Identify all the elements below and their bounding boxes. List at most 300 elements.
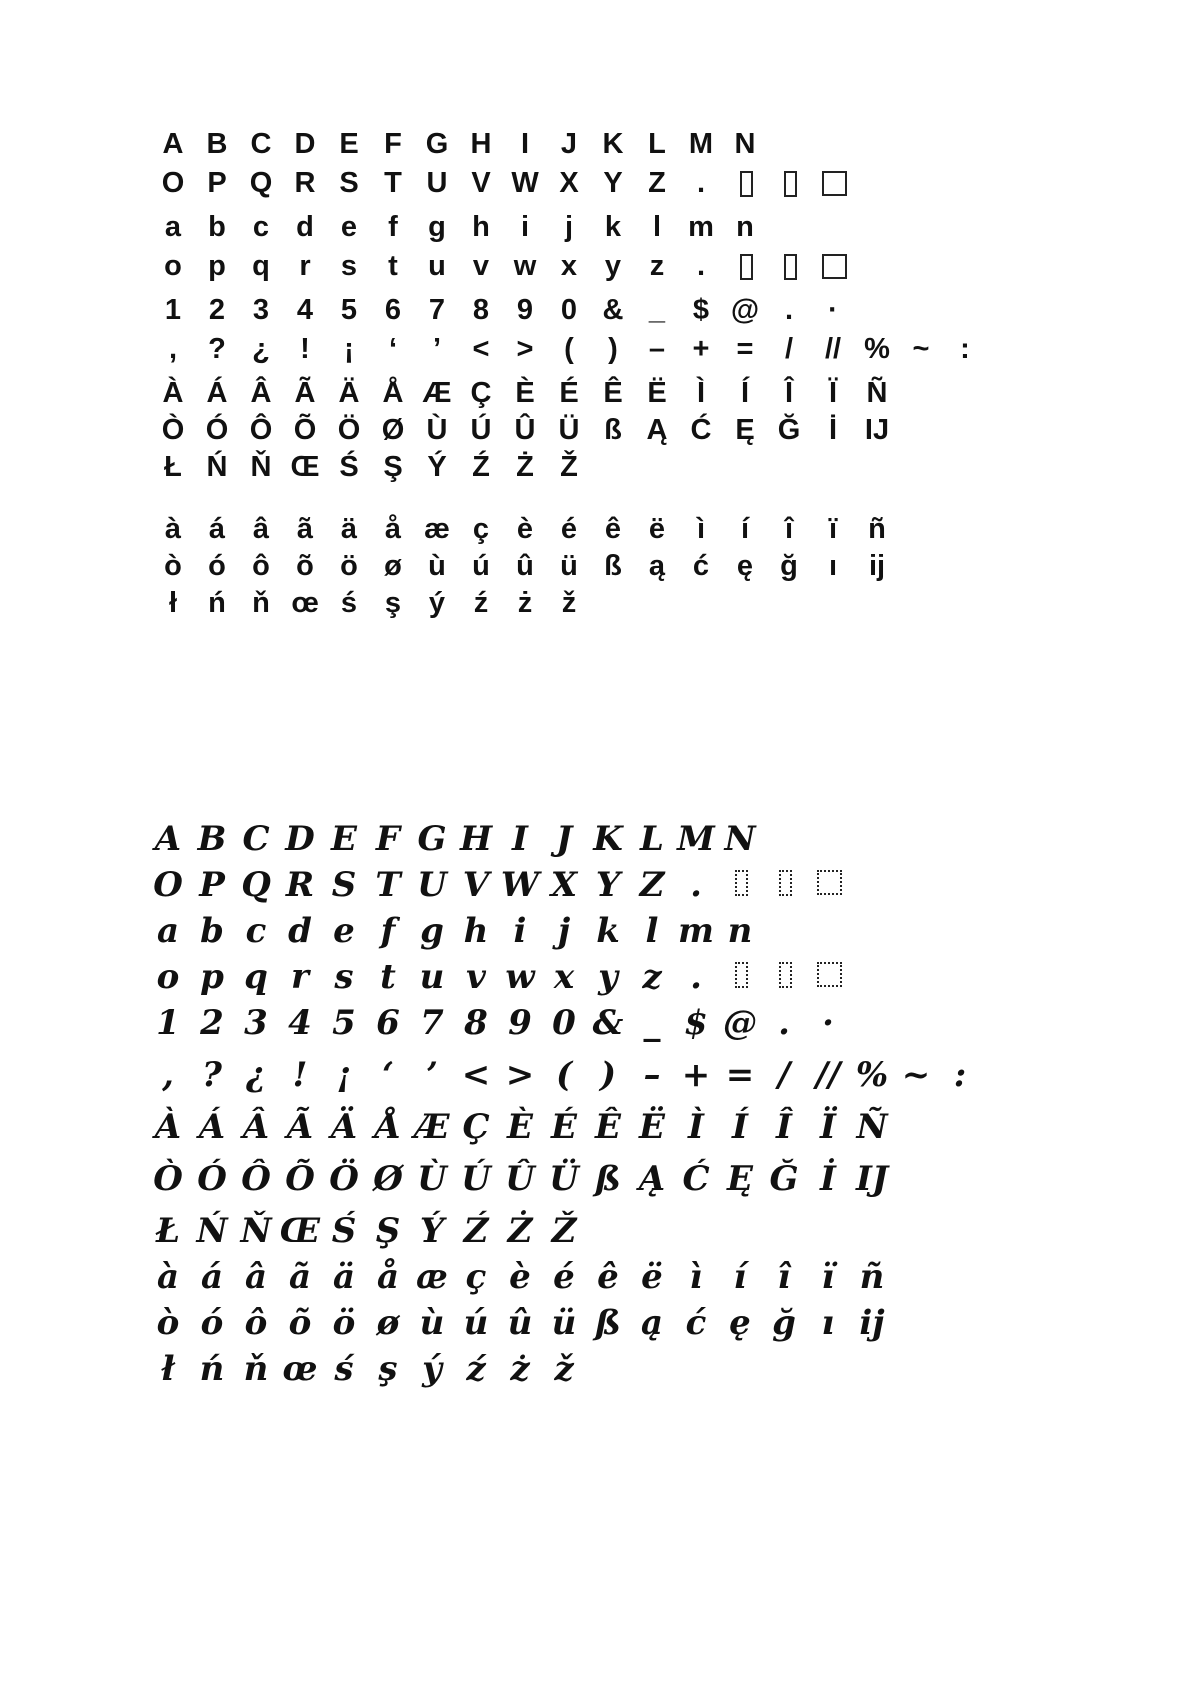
glyph-cell: u (428, 250, 446, 282)
glyph-cell: P (199, 865, 225, 905)
glyph-cell: C (250, 128, 272, 160)
glyph-cell: 9 (508, 1003, 532, 1043)
glyph-cell: 5 (340, 294, 358, 326)
glyph-cell: Ê (603, 377, 623, 409)
glyph-cell: É (551, 1107, 577, 1147)
sans-punctuation-row (150, 335, 1050, 379)
glyph-cell: a (164, 211, 182, 243)
glyph-cell: Á (198, 1107, 226, 1147)
glyph-cell: b (200, 911, 224, 951)
glyph-cell: o (156, 957, 180, 997)
glyph-cell: n (736, 211, 754, 243)
glyph-cell: x (553, 957, 575, 997)
glyph-cell: – (643, 1055, 661, 1095)
glyph-cell: T (375, 865, 401, 905)
glyph-cell: ô (252, 550, 270, 582)
glyph-cell: 3 (252, 294, 270, 326)
script-accented-uppercase-row-3 (145, 1211, 1045, 1260)
glyph-cell: H (459, 819, 493, 859)
glyph-cell: Ì (688, 1107, 704, 1147)
glyph-cell: ź (473, 587, 489, 619)
glyph-cell: ś (334, 1349, 354, 1389)
glyph-cell: ø (376, 1303, 400, 1343)
glyph-cell: . (696, 250, 706, 282)
glyph-cell: ï (828, 513, 838, 545)
glyph-cell: d (296, 211, 314, 243)
glyph-cell: ý (428, 587, 446, 619)
glyph-cell: j (557, 911, 571, 951)
glyph-cell: Û (514, 414, 536, 446)
placeholder-box-glyph (779, 870, 792, 896)
glyph-cell: Ç (462, 1107, 490, 1147)
glyph-cell: o (164, 250, 182, 282)
glyph-cell: î (784, 513, 794, 545)
glyph-cell: Ğ (769, 1159, 799, 1199)
glyph-cell: j (564, 211, 574, 243)
glyph-cell: ž (554, 1349, 574, 1389)
glyph-cell: Õ (285, 1159, 315, 1199)
glyph-cell: ? (202, 1055, 222, 1095)
glyph-cell: ? (208, 333, 226, 365)
glyph-cell: Ą (638, 1159, 666, 1199)
sans-uppercase-row-1 (150, 130, 1050, 169)
glyph-cell: ñ (868, 513, 886, 545)
glyph-cell: Â (250, 377, 272, 409)
glyph-cell: Ï (828, 377, 838, 409)
glyph-cell: õ (288, 1303, 312, 1343)
glyph-cell: é (560, 513, 578, 545)
glyph-cell: · (828, 294, 838, 326)
glyph-cell: Ë (639, 1107, 665, 1147)
sans-accented-uppercase-row-1 (150, 379, 1050, 416)
sans-uppercase-row-2 (150, 169, 1050, 213)
glyph-cell: ś (340, 587, 358, 619)
glyph-cell: ú (463, 1303, 489, 1343)
glyph-cell: Ã (294, 377, 316, 409)
sans-lowercase-row-2 (150, 252, 1050, 296)
glyph-cell: Û (505, 1159, 535, 1199)
glyph-cell: D (285, 819, 315, 859)
glyph-cell: ą (648, 550, 666, 582)
glyph-cell: Y (603, 167, 623, 199)
glyph-cell: Ž (560, 451, 578, 483)
glyph-cell: ö (332, 1303, 356, 1343)
glyph-cell: % (864, 333, 890, 365)
placeholder-box-glyph (740, 171, 753, 197)
glyph-cell: c (245, 911, 267, 951)
glyph-cell: ô (244, 1303, 268, 1343)
glyph-cell: ì (696, 513, 706, 545)
glyph-cell: ı (821, 1303, 835, 1343)
glyph-cell: ì (689, 1257, 703, 1297)
glyph-cell: + (692, 333, 710, 365)
glyph-cell: G (425, 128, 449, 160)
glyph-cell: I (520, 128, 530, 160)
glyph-cell: i (513, 911, 527, 951)
glyph-cell: ş (378, 1349, 398, 1389)
glyph-cell: G (417, 819, 447, 859)
glyph-cell: Ä (338, 377, 360, 409)
glyph-cell: _ (643, 1003, 661, 1043)
glyph-cell: Ń (206, 451, 228, 483)
glyph-cell: q (244, 957, 268, 997)
glyph-cell: æ (416, 1257, 448, 1297)
glyph-cell: Ń (196, 1211, 228, 1251)
glyph-cell: Ş (383, 451, 403, 483)
glyph-cell: í (733, 1257, 747, 1297)
glyph-cell: k (596, 911, 620, 951)
glyph-cell: i (520, 211, 530, 243)
glyph-cell: å (384, 513, 402, 545)
script-uppercase-row-1 (145, 819, 1045, 868)
glyph-cell: IJ (856, 1159, 888, 1199)
glyph-cell: ç (472, 513, 490, 545)
glyph-cell: ß (595, 1303, 621, 1343)
glyph-cell: Ô (241, 1159, 271, 1199)
script-accented-lowercase-row-3 (145, 1349, 1045, 1398)
glyph-cell: ù (428, 550, 446, 582)
glyph-cell: 0 (560, 294, 578, 326)
glyph-cell: 4 (296, 294, 314, 326)
glyph-cell: ! (300, 333, 310, 365)
glyph-cell: h (472, 211, 490, 243)
glyph-cell: À (154, 1107, 182, 1147)
glyph-cell: / (777, 1055, 791, 1095)
placeholder-box-glyph (817, 962, 842, 987)
glyph-cell: ( (555, 1055, 573, 1095)
glyph-cell: // (815, 1055, 841, 1095)
glyph-cell: ß (604, 414, 622, 446)
glyph-cell: Ú (461, 1159, 491, 1199)
glyph-cell: 2 (200, 1003, 224, 1043)
placeholder-box-glyph (817, 870, 842, 895)
glyph-cell: ¡ (344, 333, 354, 365)
glyph-cell: > (516, 333, 534, 365)
script-lowercase-row-1 (145, 911, 1045, 960)
glyph-cell: u (419, 957, 445, 997)
glyph-cell: s (334, 957, 354, 997)
glyph-cell: z (642, 957, 662, 997)
glyph-cell: V (471, 167, 491, 199)
glyph-cell: ù (419, 1303, 445, 1343)
glyph-cell: r (291, 957, 309, 997)
glyph-cell: ~ (901, 1055, 931, 1095)
glyph-cell: Æ (422, 377, 452, 409)
glyph-cell: v (472, 250, 490, 282)
glyph-cell: ń (208, 587, 226, 619)
glyph-cell: ã (288, 1257, 312, 1297)
glyph-cell: Ø (381, 414, 405, 446)
glyph-cell: z (649, 250, 665, 282)
script-accented-lowercase-row-2 (145, 1303, 1045, 1352)
glyph-cell: R (294, 167, 316, 199)
glyph-cell: / (784, 333, 794, 365)
glyph-cell: t (380, 957, 396, 997)
glyph-cell: s (340, 250, 358, 282)
glyph-cell: ij (859, 1303, 885, 1343)
glyph-cell: ö (340, 550, 358, 582)
glyph-cell: ł (168, 587, 178, 619)
glyph-cell: Ł (155, 1211, 181, 1251)
glyph-cell: b (208, 211, 226, 243)
glyph-cell: U (426, 167, 448, 199)
glyph-cell: 8 (472, 294, 490, 326)
glyph-cell: B (197, 819, 227, 859)
glyph-cell: a (156, 911, 180, 951)
script-digits-row (145, 1003, 1045, 1058)
glyph-cell: ü (560, 550, 578, 582)
glyph-cell: _ (648, 294, 666, 326)
glyph-cell: . (784, 294, 794, 326)
glyph-cell: Î (784, 377, 794, 409)
script-uppercase-row-2 (145, 865, 1045, 914)
glyph-cell: ) (608, 333, 618, 365)
sans-accented-uppercase-row-2 (150, 416, 1050, 453)
glyph-cell: Ź (472, 451, 490, 483)
glyph-cell: · (822, 1003, 834, 1043)
glyph-cell: F (384, 128, 402, 160)
glyph-cell: = (725, 1055, 755, 1095)
glyph-cell: – (648, 333, 666, 365)
glyph-cell: ò (164, 550, 182, 582)
glyph-cell: T (384, 167, 402, 199)
glyph-cell: É (559, 377, 579, 409)
glyph-cell: 1 (164, 294, 182, 326)
glyph-cell: Q (241, 865, 271, 905)
glyph-cell: î (777, 1257, 791, 1297)
glyph-cell: â (244, 1257, 268, 1297)
glyph-cell: N (724, 819, 756, 859)
glyph-cell: ğ (780, 550, 798, 582)
glyph-cell: ç (465, 1257, 487, 1297)
glyph-cell: ß (604, 550, 622, 582)
glyph-cell: ğ (772, 1303, 796, 1343)
placeholder-box-glyph (822, 171, 847, 196)
glyph-cell: F (375, 819, 401, 859)
glyph-cell: ê (604, 513, 622, 545)
glyph-cell: ! (292, 1055, 308, 1095)
glyph-cell: V (462, 865, 490, 905)
glyph-cell: W (511, 167, 539, 199)
glyph-cell: B (206, 128, 228, 160)
glyph-cell: 9 (516, 294, 534, 326)
glyph-cell: 5 (332, 1003, 356, 1043)
glyph-cell: ę (736, 550, 754, 582)
glyph-cell: à (156, 1257, 180, 1297)
glyph-cell: ň (252, 587, 270, 619)
sans-lowercase-row-1 (150, 213, 1050, 252)
script-punctuation-row (145, 1055, 1045, 1110)
glyph-cell: L (648, 128, 666, 160)
glyph-cell: k (604, 211, 622, 243)
placeholder-box-glyph (735, 870, 748, 896)
glyph-cell: O (153, 865, 183, 905)
glyph-cell: ä (332, 1257, 356, 1297)
glyph-cell: Ł (164, 451, 182, 483)
glyph-cell: ň (243, 1349, 269, 1389)
glyph-cell: K (593, 819, 623, 859)
glyph-cell: Ą (646, 414, 668, 446)
glyph-cell: Ś (331, 1211, 357, 1251)
glyph-cell: M (677, 819, 715, 859)
sans-accented-lowercase-row-1 (150, 515, 1050, 552)
glyph-cell: æ (424, 513, 450, 545)
glyph-cell: œ (291, 587, 319, 619)
script-lowercase-row-2 (145, 957, 1045, 1006)
glyph-cell: İ (828, 414, 838, 446)
sans-accented-uppercase-row-3 (150, 453, 1050, 515)
glyph-cell: Ø (373, 1159, 403, 1199)
glyph-cell: Œ (279, 1211, 321, 1251)
glyph-cell: Ü (549, 1159, 579, 1199)
glyph-cell: N (734, 128, 756, 160)
glyph-cell: ł (161, 1349, 175, 1389)
glyph-cell: à (164, 513, 182, 545)
sans-accented-lowercase-row-2 (150, 552, 1050, 589)
glyph-cell: . (690, 957, 702, 997)
glyph-cell: n (727, 911, 753, 951)
glyph-cell: Ź (463, 1211, 489, 1251)
glyph-cell: L (640, 819, 664, 859)
glyph-cell: h (463, 911, 489, 951)
glyph-cell: ş (384, 587, 402, 619)
glyph-cell: > (505, 1055, 535, 1095)
glyph-cell: 1 (156, 1003, 180, 1043)
glyph-cell: Í (732, 1107, 748, 1147)
glyph-cell: @ (723, 1003, 757, 1043)
glyph-cell: M (688, 128, 714, 160)
glyph-cell: C (242, 819, 270, 859)
glyph-cell: A (162, 128, 184, 160)
glyph-cell: . (690, 865, 702, 905)
glyph-cell: Ż (507, 1211, 533, 1251)
glyph-cell: m (688, 211, 714, 243)
glyph-cell: Ô (249, 414, 273, 446)
glyph-cell: ź (466, 1349, 486, 1389)
glyph-cell: Å (374, 1107, 402, 1147)
glyph-cell: J (555, 819, 573, 859)
glyph-cell: t (388, 250, 398, 282)
script-accented-uppercase-row-2 (145, 1159, 1045, 1214)
glyph-cell: % (855, 1055, 889, 1095)
glyph-cell: ¿ (246, 1055, 266, 1095)
glyph-cell: w (505, 957, 535, 997)
glyph-cell: Î (776, 1107, 792, 1147)
script-accented-lowercase-row-1 (145, 1257, 1045, 1306)
glyph-cell: . (696, 167, 706, 199)
glyph-cell: Ś (339, 451, 359, 483)
glyph-cell: Œ (290, 451, 320, 483)
glyph-cell: Õ (293, 414, 317, 446)
glyph-cell: Ê (595, 1107, 621, 1147)
glyph-cell: Z (648, 167, 666, 199)
placeholder-box-glyph (779, 962, 792, 988)
glyph-cell: å (376, 1257, 400, 1297)
glyph-cell: < (461, 1055, 491, 1095)
glyph-cell: W (500, 865, 540, 905)
glyph-cell: Ú (470, 414, 492, 446)
glyph-cell: ‘ (388, 333, 398, 365)
glyph-cell: û (507, 1303, 533, 1343)
glyph-cell: S (339, 167, 359, 199)
glyph-cell: f (380, 911, 396, 951)
glyph-cell: e (340, 211, 358, 243)
glyph-cell: è (516, 513, 534, 545)
glyph-cell: ) (599, 1055, 617, 1095)
glyph-cell: : (953, 1055, 967, 1095)
glyph-cell: Ç (470, 377, 492, 409)
glyph-cell: ą (640, 1303, 664, 1343)
glyph-cell: m (678, 911, 714, 951)
glyph-cell: E (339, 128, 359, 160)
glyph-cell: Ć (682, 1159, 710, 1199)
glyph-cell: ż (510, 1349, 530, 1389)
glyph-cell: O (161, 167, 185, 199)
glyph-cell: g (428, 211, 446, 243)
glyph-cell: û (516, 550, 534, 582)
glyph-cell: ë (641, 1257, 663, 1297)
glyph-cell: ü (551, 1303, 577, 1343)
glyph-cell: D (294, 128, 316, 160)
glyph-cell: Ò (161, 414, 185, 446)
glyph-cell: È (507, 1107, 533, 1147)
glyph-cell: á (208, 513, 226, 545)
glyph-cell: & (602, 294, 624, 326)
glyph-cell: H (470, 128, 492, 160)
glyph-cell: 3 (244, 1003, 268, 1043)
glyph-cell: Í (740, 377, 750, 409)
glyph-cell: ı (828, 550, 838, 582)
glyph-cell: l (652, 211, 662, 243)
glyph-cell: õ (296, 550, 314, 582)
glyph-cell: ~ (912, 333, 930, 365)
glyph-cell: â (252, 513, 270, 545)
glyph-cell: ó (200, 1303, 224, 1343)
glyph-cell: Ó (205, 414, 229, 446)
glyph-cell: c (252, 211, 270, 243)
glyph-cell: ñ (859, 1257, 885, 1297)
glyph-cell: = (736, 333, 754, 365)
glyph-cell: Ö (329, 1159, 359, 1199)
glyph-cell: U (417, 865, 447, 905)
glyph-cell: ú (472, 550, 490, 582)
glyph-cell: Ñ (866, 377, 888, 409)
glyph-cell: Ü (558, 414, 580, 446)
glyph-cell: È (515, 377, 535, 409)
glyph-cell: Ö (337, 414, 361, 446)
glyph-cell: Â (242, 1107, 270, 1147)
glyph-cell: ï (821, 1257, 835, 1297)
glyph-cell: İ (820, 1159, 836, 1199)
glyph-cell: w (513, 250, 537, 282)
glyph-cell: Ğ (777, 414, 801, 446)
glyph-cell: g (420, 911, 444, 951)
glyph-cell: Ù (426, 414, 448, 446)
glyph-cell: f (388, 211, 398, 243)
glyph-cell: ø (384, 550, 402, 582)
glyph-cell: ę (729, 1303, 751, 1343)
glyph-cell: $ (684, 1003, 708, 1043)
placeholder-box-glyph (784, 254, 797, 280)
glyph-cell: Z (639, 865, 665, 905)
glyph-cell: Ì (696, 377, 706, 409)
glyph-cell: I (512, 819, 528, 859)
placeholder-box-glyph (784, 171, 797, 197)
sans-character-chart (150, 130, 1050, 626)
glyph-cell: R (285, 865, 315, 905)
glyph-cell: ò (156, 1303, 180, 1343)
glyph-cell: Ó (197, 1159, 227, 1199)
